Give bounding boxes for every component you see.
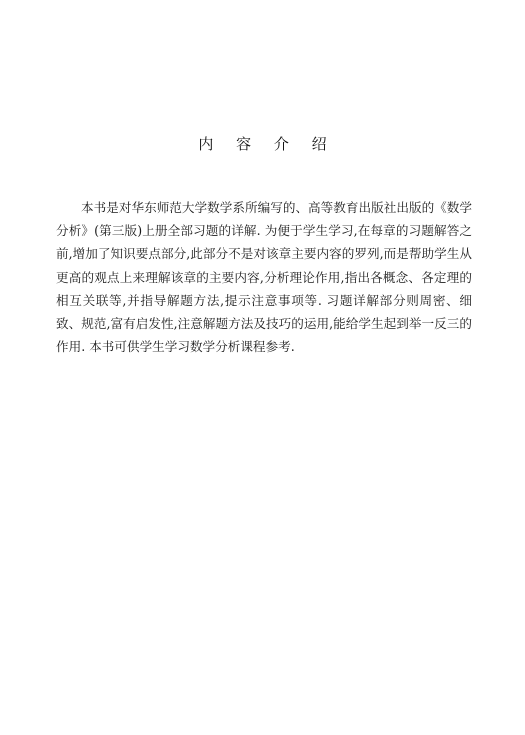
page-title: 内 容 介 绍 — [198, 135, 336, 153]
introduction-paragraph — [56, 196, 472, 358]
paragraph-text: 本书是对华东师范大学数学系所编写的、高等教育出版社出版的《数学分析》(第三版)上册全部习题的详解. 为便于学生学习,在每章的习题解答之前,增加了知识要点部分,此部分不是对该章主要内容的罗列,而是帮助学生从更高的观点上来理解该章的主要内容,分析理论作用,指出各概念、各定理的相互关联等,并指导解题方法,提示注意事项等. 习题详解部分则周密、细致、规范,富有启发性,注意解题方法及技巧的运用,能给学生起到举一反三的作用. 本书可供学生学习数学分析课程参考. — [56, 200, 472, 355]
introduction-body — [56, 196, 472, 358]
